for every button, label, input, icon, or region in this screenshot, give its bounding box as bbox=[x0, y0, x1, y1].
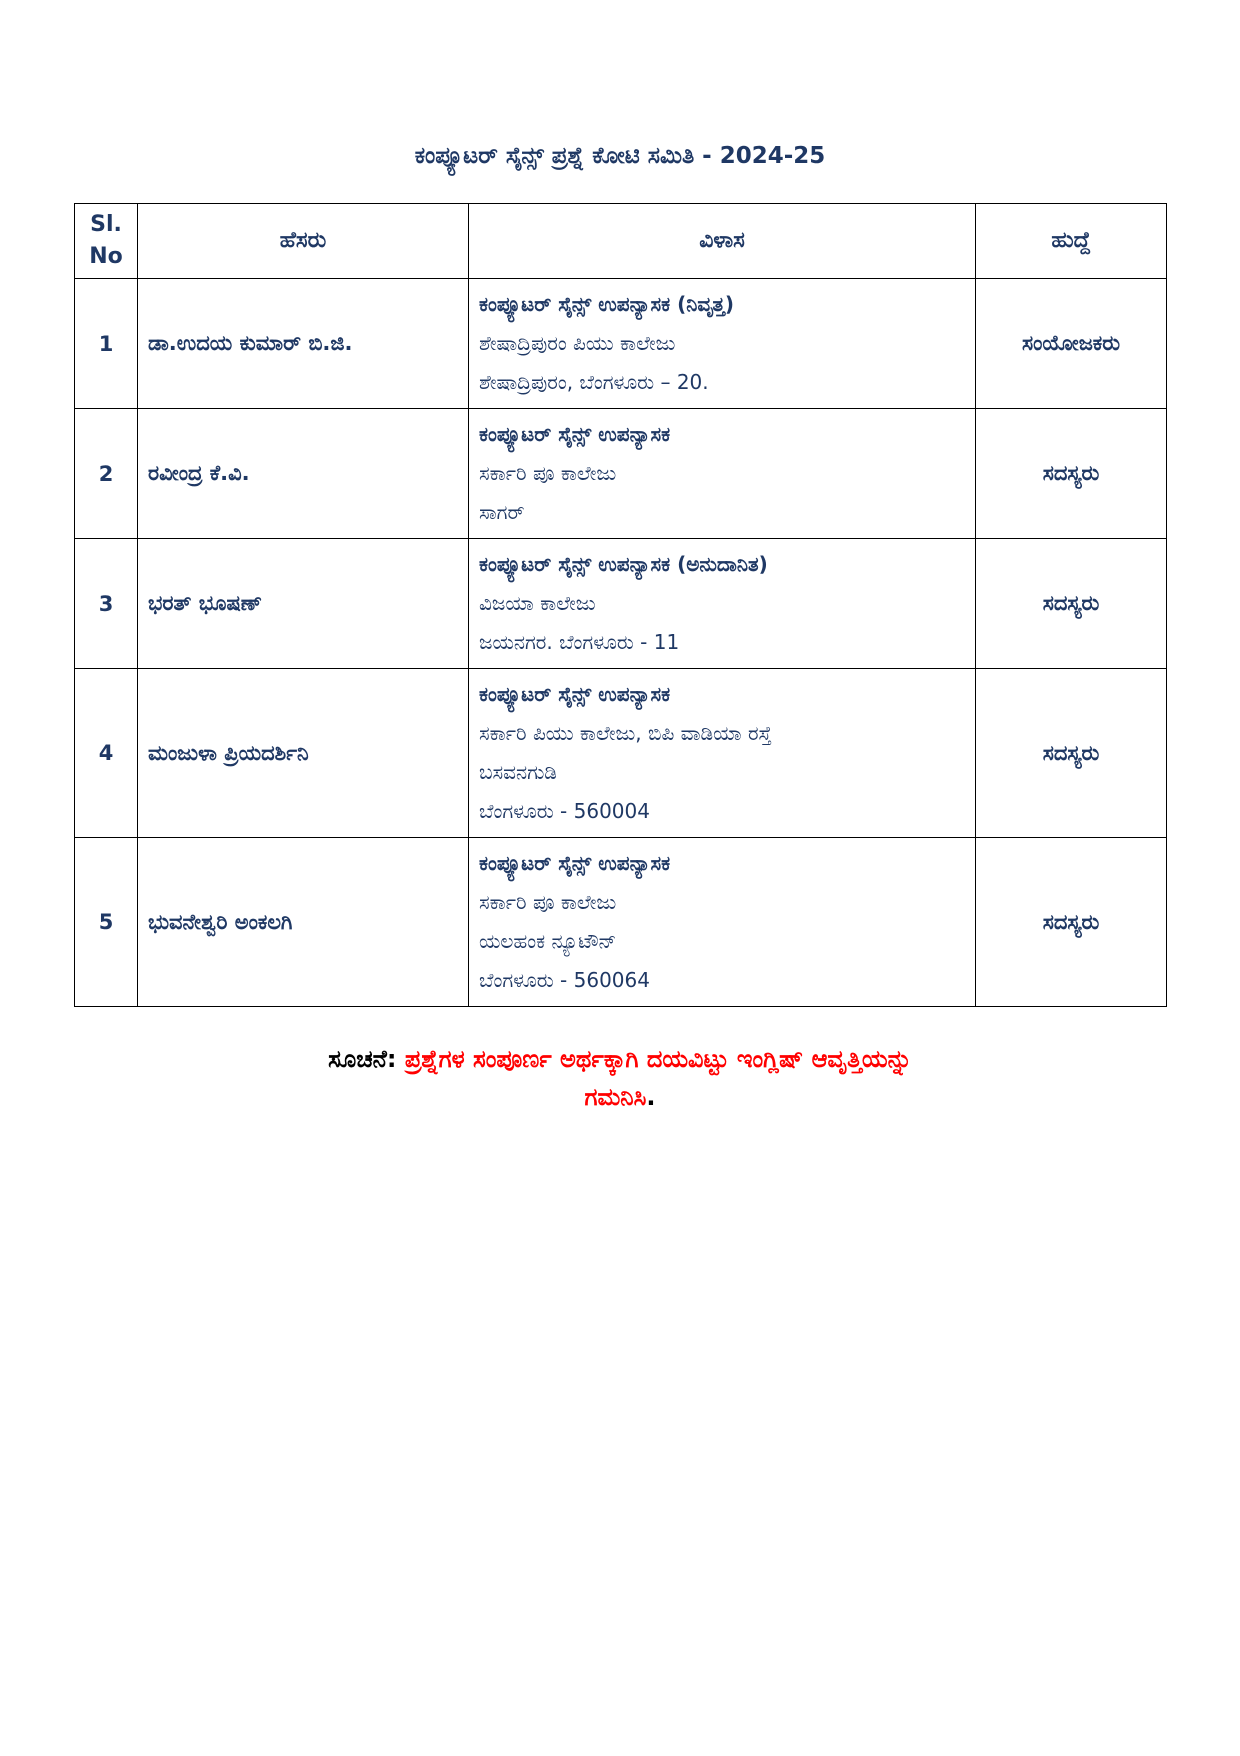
table-row bbox=[75, 838, 1167, 1007]
address-line-designation: ಕಂಪ್ಯೂಟರ್ ಸೈನ್ಸ್ ಉಪನ್ಯಾಸಕ (ಅನುದಾನಿತ) bbox=[479, 552, 768, 576]
row-address bbox=[469, 409, 976, 539]
row-role: ಸದಸ್ಯರು bbox=[976, 409, 1167, 539]
address-line-area: ಬಸವನಗುಡಿ bbox=[479, 760, 557, 784]
note-block bbox=[0, 1040, 1240, 1116]
address-line-city: ಬೆಂಗಳೂರು - 560004 bbox=[479, 799, 650, 823]
committee-table bbox=[74, 203, 1167, 1007]
header-role: ಹುದ್ದೆ bbox=[976, 204, 1167, 279]
address-line-city: ಬೆಂಗಳೂರು - 560064 bbox=[479, 968, 650, 992]
row-address bbox=[469, 669, 976, 838]
note-end: . bbox=[646, 1083, 656, 1111]
address-line-college: ಸರ್ಕಾರಿ ಪೂ ಕಾಲೇಜು bbox=[479, 461, 617, 485]
row-name: ಮಂಜುಳಾ ಪ್ರಿಯದರ್ಶಿನಿ bbox=[138, 669, 469, 838]
row-sl-no: 3 bbox=[75, 539, 138, 669]
address-line-college: ವಿಜಯಾ ಕಾಲೇಜು bbox=[479, 591, 596, 615]
row-role: ಸಂಯೋಜಕರು bbox=[976, 279, 1167, 409]
row-address bbox=[469, 279, 976, 409]
address-line-designation: ಕಂಪ್ಯೂಟರ್ ಸೈನ್ಸ್ ಉಪನ್ಯಾಸಕ bbox=[479, 422, 671, 446]
table-row bbox=[75, 669, 1167, 838]
address-line-area: ಯಲಹಂಕ ನ್ಯೂಟೌನ್ bbox=[479, 929, 617, 953]
row-sl-no: 4 bbox=[75, 669, 138, 838]
row-sl-no: 1 bbox=[75, 279, 138, 409]
header-address: ವಿಳಾಸ bbox=[469, 204, 976, 279]
row-name: ಭುವನೇಶ್ವರಿ ಅಂಕಲಗಿ bbox=[138, 838, 469, 1007]
address-line-designation: ಕಂಪ್ಯೂಟರ್ ಸೈನ್ಸ್ ಉಪನ್ಯಾಸಕ (ನಿವೃತ್ತ) bbox=[479, 292, 734, 316]
table-row bbox=[75, 279, 1167, 409]
row-name: ರವೀಂದ್ರ ಕೆ.ವಿ. bbox=[138, 409, 469, 539]
page-title: ಕಂಪ್ಯೂಟರ್ ಸೈನ್ಸ್ ಪ್ರಶ್ನೆ ಕೋಟಿ ಸಮಿತಿ - 2024-25 bbox=[414, 143, 826, 169]
row-sl-no: 2 bbox=[75, 409, 138, 539]
address-line-place: ಜಯನಗರ. ಬೆಂಗಳೂರು - 11 bbox=[479, 630, 680, 654]
address-line-designation: ಕಂಪ್ಯೂಟರ್ ಸೈನ್ಸ್ ಉಪನ್ಯಾಸಕ bbox=[479, 682, 671, 706]
table-row bbox=[75, 539, 1167, 669]
header-name: ಹೆಸರು bbox=[138, 204, 469, 279]
address-line-place: ಸಾಗರ್ bbox=[479, 500, 525, 524]
note-text: ಪ್ರಶ್ನೆಗಳ ಸಂಪೂರ್ಣ ಅರ್ಥಕ್ಕಾಗಿ ದಯವಿಟ್ಟು ಇಂಗ್ಲಿಷ್ ಆವೃತ್ತಿಯನ್ನು bbox=[404, 1045, 912, 1073]
row-sl-no: 5 bbox=[75, 838, 138, 1007]
row-name: ಡಾ.ಉದಯ ಕುಮಾರ್ ಬಿ.ಜಿ. bbox=[138, 279, 469, 409]
header-sl-no: Sl. No bbox=[75, 204, 138, 279]
address-line-college: ಸರ್ಕಾರಿ ಪಿಯು ಕಾಲೇಜು, ಬಿಪಿ ವಾಡಿಯಾ ರಸ್ತೆ bbox=[479, 721, 772, 745]
row-address bbox=[469, 838, 976, 1007]
row-role: ಸದಸ್ಯರು bbox=[976, 669, 1167, 838]
row-role: ಸದಸ್ಯರು bbox=[976, 539, 1167, 669]
row-name: ಭರತ್ ಭೂಷಣ್ bbox=[138, 539, 469, 669]
row-address bbox=[469, 539, 976, 669]
row-role: ಸದಸ್ಯರು bbox=[976, 838, 1167, 1007]
address-line-college: ಶೇಷಾದ್ರಿಪುರಂ ಪಿಯು ಕಾಲೇಜು bbox=[479, 331, 676, 355]
table-row bbox=[75, 409, 1167, 539]
note-text-continued: ಗಮನಿಸಿ bbox=[584, 1083, 647, 1111]
table-header-row bbox=[75, 204, 1167, 279]
address-line-college: ಸರ್ಕಾರಿ ಪೂ ಕಾಲೇಜು bbox=[479, 890, 617, 914]
note-label: ಸೂಚನೆ: bbox=[328, 1045, 397, 1073]
address-line-place: ಶೇಷಾದ್ರಿಪುರಂ, ಬೆಂಗಳೂರು – 20. bbox=[479, 370, 709, 394]
address-line-designation: ಕಂಪ್ಯೂಟರ್ ಸೈನ್ಸ್ ಉಪನ್ಯಾಸಕ bbox=[479, 851, 671, 875]
